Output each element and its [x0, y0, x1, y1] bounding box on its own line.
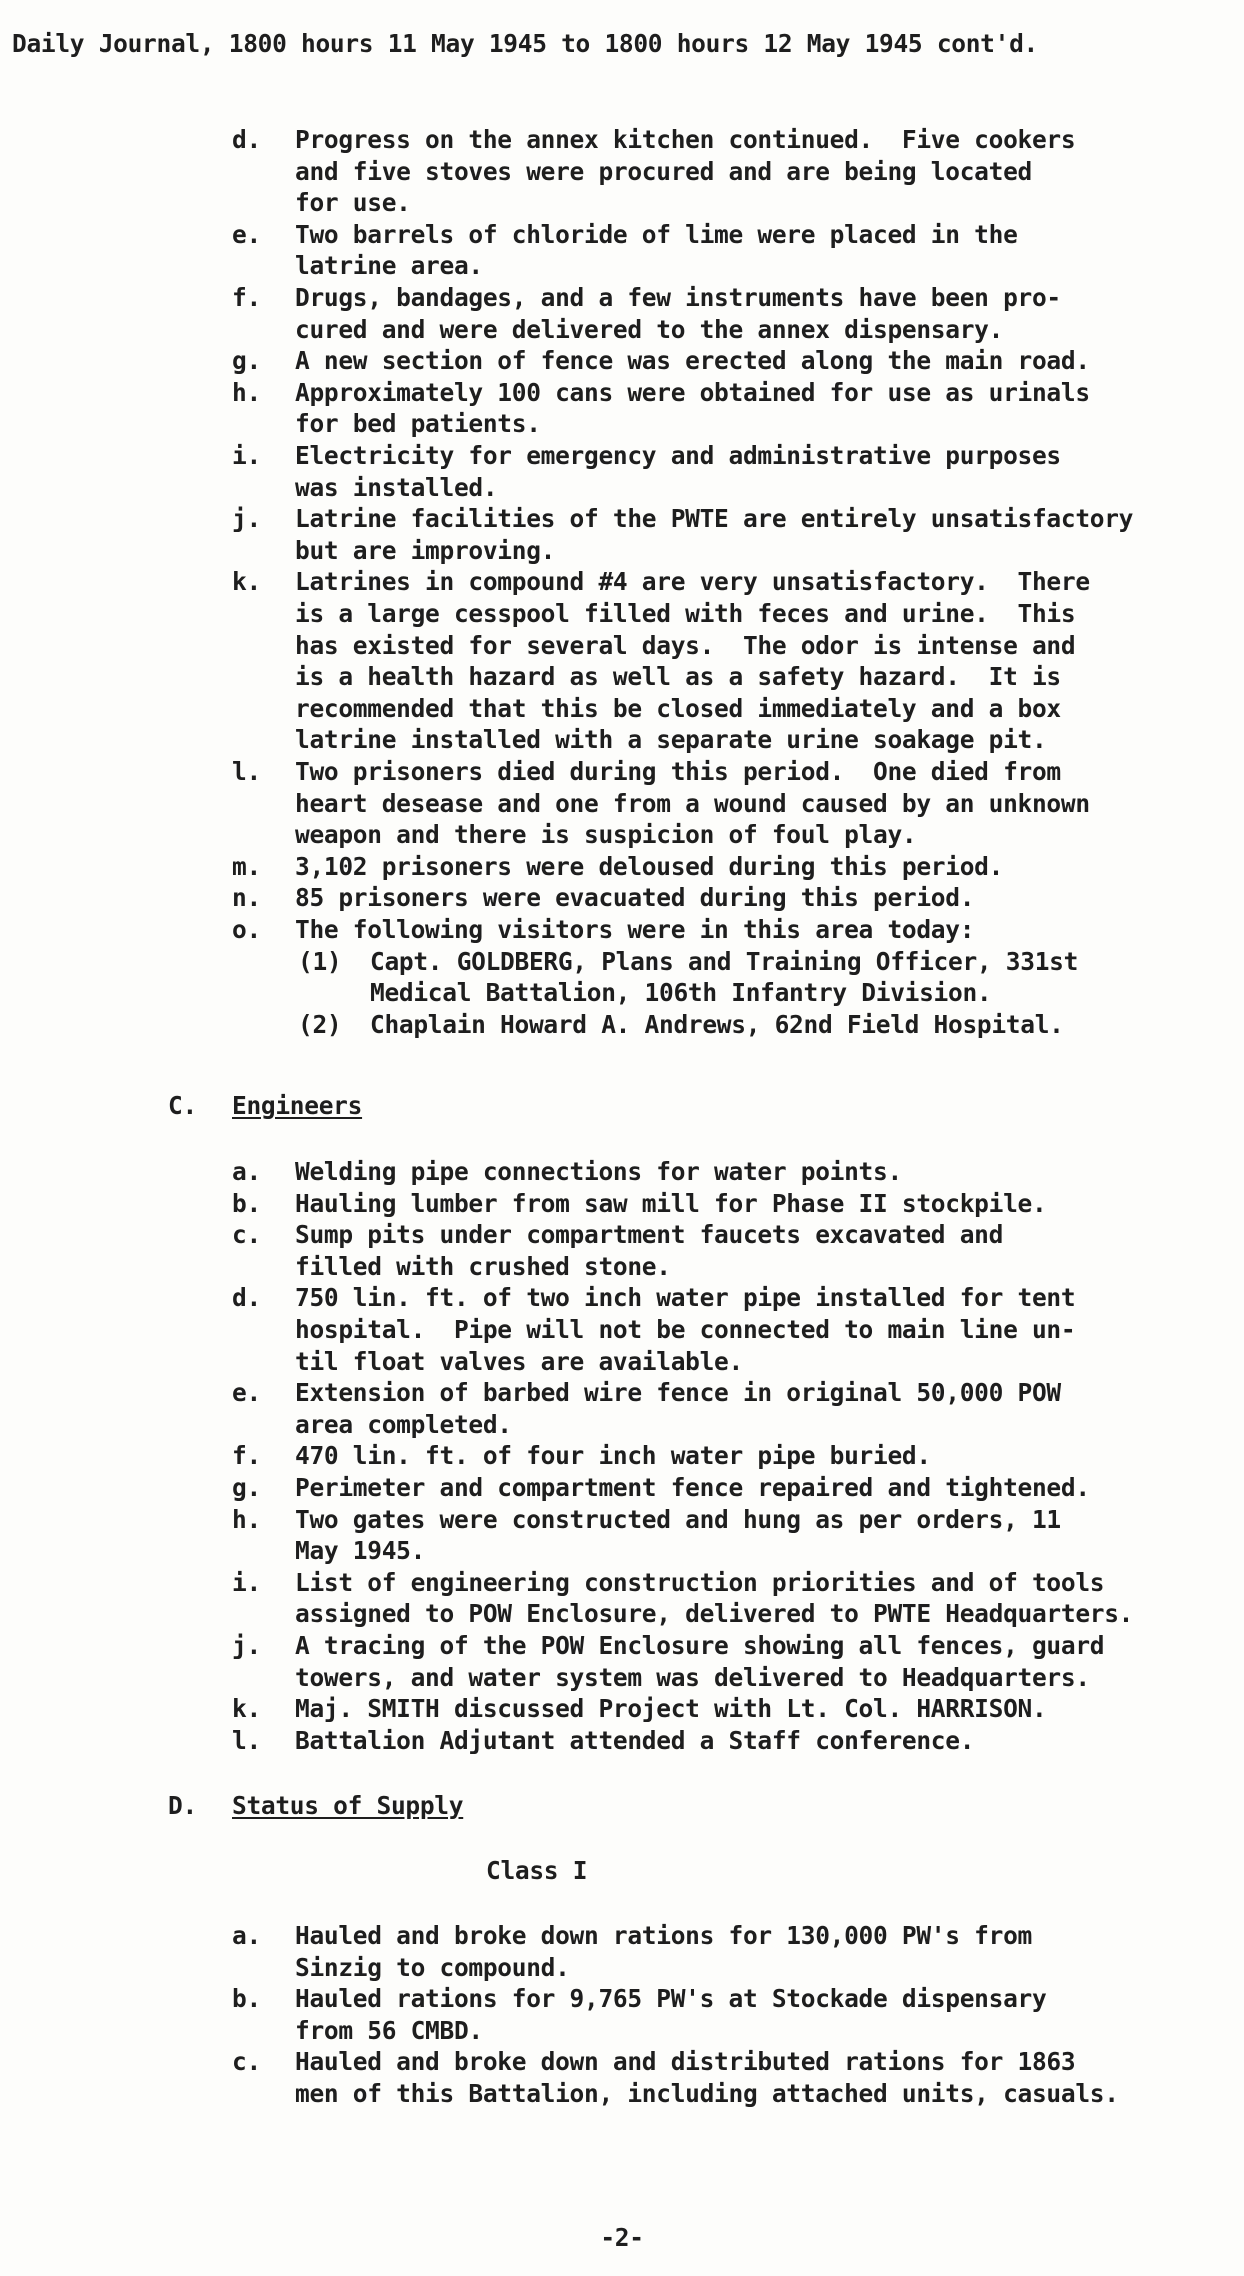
medical-item-text-line: but are improving.: [295, 535, 556, 565]
supply-item-label: a.: [232, 1921, 261, 1950]
engineers-item-label: k.: [232, 1694, 261, 1724]
engineers-item-label: a.: [232, 1157, 261, 1186]
supply-item-text-line: Hauled and broke down rations for 130,000 PW's from: [295, 1921, 1032, 1950]
medical-item-label: l.: [232, 757, 261, 786]
engineers-item-text-line: Battalion Adjutant attended a Staff conference.: [295, 1725, 975, 1755]
engineers-item-text-line: 470 lin. ft. of four inch water pipe buried.: [295, 1441, 931, 1471]
journal-header: Daily Journal, 1800 hours 11 May 1945 to 1800 hours 12 May 1945 cont'd.: [12, 29, 1038, 58]
medical-item-text-line: heart desease and one from a wound caused by an unknown: [295, 788, 1090, 818]
subheading-class-i: Class I: [486, 1856, 588, 1885]
engineers-item-text-line: Two gates were constructed and hung as per orders, 11: [295, 1504, 1061, 1534]
engineers-item-text-line: A tracing of the POW Enclosure showing all fences, guard: [295, 1631, 1105, 1660]
engineers-item-text-line: til float valves are available.: [295, 1346, 743, 1376]
supply-item-text-line: from 56 CMBD.: [295, 2015, 483, 2045]
supply-item-text-line: men of this Battalion, including attached units, casuals.: [295, 2079, 1119, 2108]
engineers-item-text-line: towers, and water system was delivered to Headquarters.: [295, 1662, 1090, 1692]
supply-item-label: b.: [232, 1984, 261, 2014]
engineers-item-text-line: Welding pipe connections for water points.: [295, 1157, 902, 1186]
medical-item-label: d.: [232, 125, 261, 154]
medical-item-text-line: latrine installed with a separate urine soakage pit.: [295, 725, 1047, 755]
medical-item-text-line: A new section of fence was erected along the main road.: [295, 346, 1090, 376]
engineers-item-text-line: hospital. Pipe will not be connected to main line un-: [295, 1315, 1076, 1344]
medical-item-text-line: is a health hazard as well as a safety hazard. It is: [295, 662, 1061, 692]
visitor-item-label: (2): [298, 1009, 342, 1039]
engineers-item-text-line: assigned to POW Enclosure, delivered to PWTE Headquarters.: [295, 1599, 1134, 1629]
visitor-item-text-line: Capt. GOLDBERG, Plans and Training Officer, 331st: [370, 946, 1079, 976]
medical-item-text-line: 3,102 prisoners were deloused during this period.: [295, 851, 1004, 881]
medical-item-text-line: for use.: [295, 188, 411, 218]
medical-item-text-line: latrine area.: [295, 251, 483, 281]
engineers-item-text-line: filled with crushed stone.: [295, 1251, 671, 1281]
medical-item-text-line: Drugs, bandages, and a few instruments have been pro-: [295, 283, 1061, 312]
medical-item-label: g.: [232, 346, 261, 376]
engineers-item-text-line: Hauling lumber from saw mill for Phase II stockpile.: [295, 1188, 1047, 1218]
supply-item-text-line: Sinzig to compound.: [295, 1952, 570, 1982]
medical-item-label: f.: [232, 283, 261, 312]
medical-item-text-line: The following visitors were in this area today:: [295, 915, 975, 944]
medical-item-text-line: weapon and there is suspicion of foul play.: [295, 820, 917, 850]
section-heading-engineers: Engineers: [232, 1091, 363, 1120]
section-label-engineers: C.: [168, 1091, 197, 1120]
engineers-item-text-line: 750 lin. ft. of two inch water pipe installed for tent: [295, 1283, 1076, 1313]
medical-item-label: n.: [232, 883, 261, 913]
medical-item-label: j.: [232, 504, 261, 534]
medical-item-text-line: Approximately 100 cans were obtained for use as urinals: [295, 377, 1090, 407]
medical-item-text-line: Latrines in compound #4 are very unsatisfactory. There: [295, 567, 1090, 597]
engineers-item-text-line: May 1945.: [295, 1536, 426, 1566]
engineers-item-text-line: area completed.: [295, 1409, 512, 1439]
page-number: -2-: [600, 2223, 644, 2252]
medical-item-text-line: Latrine facilities of the PWTE are entirely unsatisfactory: [295, 504, 1134, 534]
engineers-item-label: f.: [232, 1441, 261, 1471]
medical-item-text-line: is a large cesspool filled with feces and urine. This: [295, 599, 1076, 628]
supply-item-text-line: Hauled rations for 9,765 PW's at Stockade dispensary: [295, 1984, 1047, 2014]
medical-item-label: m.: [232, 851, 261, 881]
engineers-item-label: e.: [232, 1378, 261, 1408]
visitor-item-text-line: Chaplain Howard A. Andrews, 62nd Field Hospital.: [370, 1009, 1064, 1039]
medical-item-label: e.: [232, 219, 261, 249]
medical-item-label: o.: [232, 915, 261, 944]
engineers-item-label: j.: [232, 1631, 261, 1660]
medical-item-text-line: and five stoves were procured and are being located: [295, 156, 1032, 186]
medical-item-text-line: Electricity for emergency and administrative purposes: [295, 441, 1061, 470]
engineers-item-text-line: Sump pits under compartment faucets excavated and: [295, 1220, 1004, 1250]
engineers-item-text-line: Extension of barbed wire fence in original 50,000 POW: [295, 1378, 1061, 1408]
engineers-item-label: h.: [232, 1504, 261, 1534]
medical-item-text-line: Two prisoners died during this period. One died from: [295, 757, 1061, 786]
medical-item-text-line: was installed.: [295, 472, 498, 502]
medical-item-label: i.: [232, 441, 261, 470]
supply-item-text-line: Hauled and broke down and distributed rations for 1863: [295, 2047, 1076, 2077]
medical-item-text-line: Progress on the annex kitchen continued. Five cookers: [295, 125, 1076, 154]
engineers-item-label: g.: [232, 1473, 261, 1502]
medical-item-text-line: for bed patients.: [295, 409, 541, 439]
engineers-item-label: d.: [232, 1283, 261, 1313]
visitor-item-label: (1): [298, 946, 342, 976]
engineers-item-label: c.: [232, 1220, 261, 1250]
medical-item-text-line: has existed for several days. The odor is intense and: [295, 630, 1076, 660]
medical-item-text-line: cured and were delivered to the annex dispensary.: [295, 314, 1004, 344]
medical-item-label: h.: [232, 377, 261, 407]
medical-item-text-line: Two barrels of chloride of lime were placed in the: [295, 219, 1018, 249]
engineers-item-text-line: Maj. SMITH discussed Project with Lt. Col. HARRISON.: [295, 1694, 1047, 1724]
section-heading-supply: Status of Supply: [232, 1791, 464, 1820]
supply-item-label: c.: [232, 2047, 261, 2077]
medical-item-text-line: recommended that this be closed immediately and a box: [295, 693, 1061, 723]
section-label-supply: D.: [168, 1791, 197, 1820]
engineers-item-label: i.: [232, 1567, 261, 1597]
visitor-item-text-line: Medical Battalion, 106th Infantry Division.: [370, 978, 992, 1008]
engineers-item-text-line: Perimeter and compartment fence repaired and tightened.: [295, 1473, 1090, 1502]
engineers-item-text-line: List of engineering construction priorities and of tools: [295, 1567, 1105, 1597]
engineers-item-label: b.: [232, 1188, 261, 1218]
engineers-item-label: l.: [232, 1725, 261, 1755]
medical-item-text-line: 85 prisoners were evacuated during this period.: [295, 883, 975, 913]
medical-item-label: k.: [232, 567, 261, 597]
